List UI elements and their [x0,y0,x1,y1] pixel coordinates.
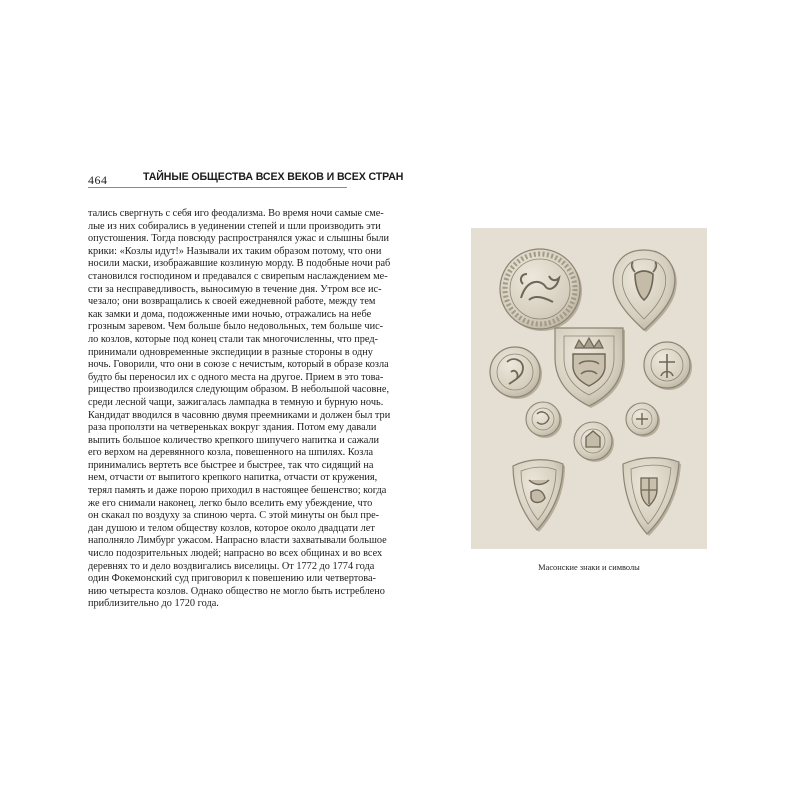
round-seal-saint-right [644,342,692,390]
body-text-line: ло козлов, которые под конец стали так многочисленны, что пред- [88,333,378,345]
body-text-line: принимали одновременные экспедиции в разные стороны в одну [88,346,373,358]
figure-caption: Масонские знаки и символы [538,563,640,572]
body-text-line: носили маски, изображавшие козлиную морду. В подобные ночи раб [88,258,391,270]
body-text-line: крики: «Козлы идут!» Называли их таким образом потому, что они [88,245,382,257]
seals-plate-image [471,228,707,549]
body-text-line: грозным заревом. Чем больше было недовольных, тем больше чис- [88,321,384,333]
body-text-line: чезало; они возвращались к своей ежедневной работе, между тем [88,296,376,308]
body-text-line: среди лесной чащи, зажигалась лампадка в темную и бурную ночь. [88,396,384,408]
small-round-seal-center [574,422,614,462]
round-seal-dragon [500,249,582,331]
body-text-line: наполняло Лимбург ужасом. Напрасно власти захватывали большое [88,535,387,547]
small-round-seal-left [526,402,562,438]
body-text-line: дан душою и телом обществу козлов, которое около двадцати лет [88,522,375,534]
running-title: ТАЙНЫЕ ОБЩЕСТВА ВСЕХ ВЕКОВ И ВСЕХ СТРАН [143,171,404,183]
body-text-line: тались свергнуть с себя иго феодализма. Во время ночи самые сме- [88,208,384,219]
body-text-line: выпить большое количество крепкого шипучего напитка и сажали [88,434,380,446]
page-number: 464 [88,173,108,187]
body-text-line: опустошения. Тогда повсюду распространялся ужас и слышны были [88,233,390,245]
body-text-line: ночь. Говорили, что они в союзе с нечистым, который в образе козла [88,359,389,371]
body-text-line: будто бы переносил их с одного места на другое. Прием в это това- [88,371,384,383]
body-text [88,208,391,611]
body-text-line: как замки и дома, подожженные ими ночью, отражались на небе [88,308,372,320]
body-text-line: лые из них собирались в уединении степей и шли производить эти [88,220,381,232]
body-text-line: один Фокемонский суд приговорил к повешению или четвертова- [88,573,376,585]
shield-seal-crowned-arms [555,328,625,408]
body-text-line: становился господином и предавался с свирепым наслаждением ме- [88,270,388,282]
body-text-line: его верхом на деревянного козла, повешенного на шпилях. Козла [88,447,374,459]
body-text-line: деревнях то и дело воздвигались виселицы. От 1772 до 1774 года [88,560,375,572]
body-text-line: приблизительно до 1720 года. [88,598,219,610]
body-text-line: принимались вертеть все быстрее и быстрее, так что сидящий на [88,459,374,471]
header-rule [88,187,347,188]
round-seal-figure-left [490,347,542,399]
body-text-line: же его снимали наконец, легко было вселить ему убеждение, что [88,497,373,509]
body-text-line: нию четыреста козлов. Однако общество не могло быть истреблено [88,585,385,597]
body-text-line: рищество производился следующим образом. В небольшой часовне, [88,384,390,396]
body-text-line: число подозрительных людей; напрасно во всех общинах и во всех [88,548,383,560]
shield-seal-bottom-right [623,458,681,536]
small-round-seal-right [626,403,660,437]
body-text-line: сти за несправедливость, выносимую в течение дня. Утром все ис- [88,283,382,295]
seals-illustration [471,228,707,549]
body-text-line: терял память и даже порою приходил в настоящее бешенство; когда [88,485,387,497]
body-text-line: он скакал по воздуху за спиною черта. С этой минуты он был пре- [88,510,380,522]
body-text-line: нем, отчасти от выпитого крепкого напитка, отчасти от кружения, [88,472,378,484]
pointed-seal-ox-head [613,250,677,332]
body-text-line: Кандидат вводился в часовню двумя преемниками и должен был три [88,409,391,421]
body-text-line: раза проползти на четвереньках вокруг здания. Потом ему давали [88,422,377,434]
shield-seal-bottom-left [513,460,565,532]
